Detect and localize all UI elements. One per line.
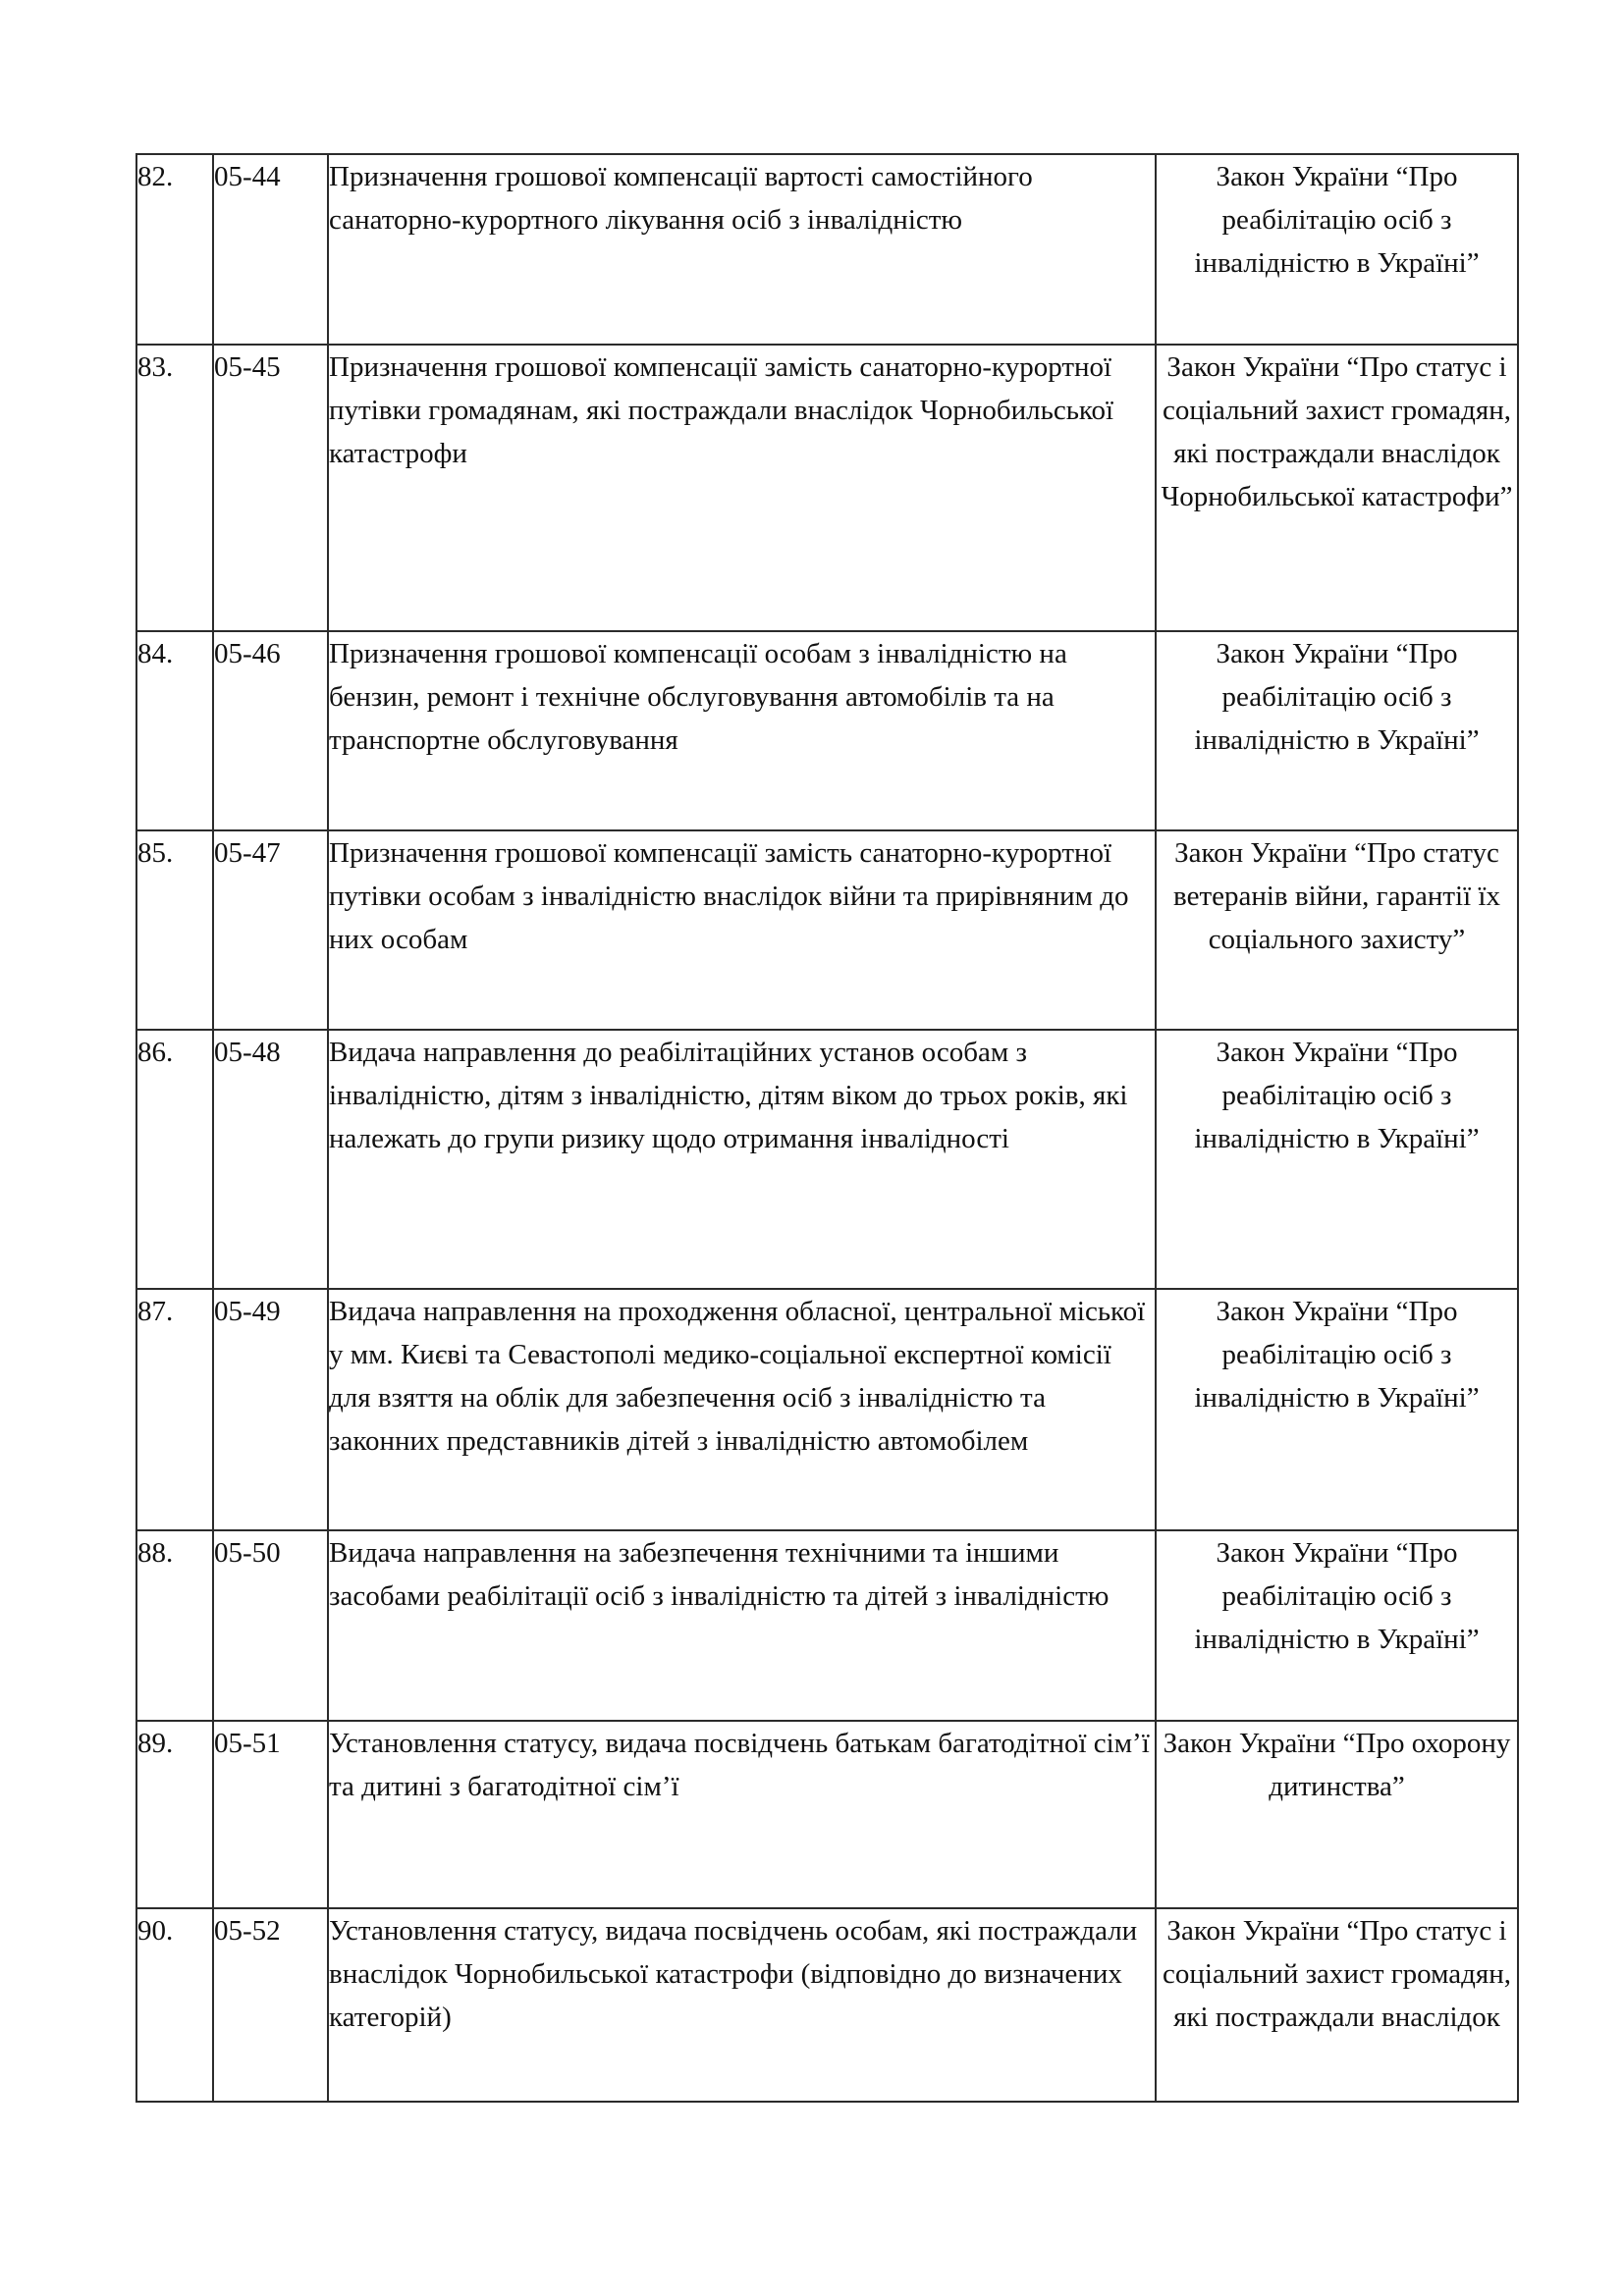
legal-basis (1156, 1530, 1518, 1721)
service-code: 05-44 (213, 154, 328, 345)
legal-basis (1156, 1721, 1518, 1908)
table-row (136, 1721, 1518, 1908)
row-number: 86. (136, 1030, 213, 1289)
legal-basis-text: Закон України “Про статус і соціальний захист громадян, які постраждали внаслідок (1163, 1915, 1511, 2033)
service-name (328, 1030, 1156, 1289)
table-row (136, 830, 1518, 1030)
service-name (328, 154, 1156, 345)
row-number: 85. (136, 830, 213, 1030)
legal-basis-text: Закон України “Про реабілітацію осіб з інвалідністю в Україні” (1194, 1537, 1480, 1655)
row-number: 90. (136, 1908, 213, 2102)
service-name (328, 1289, 1156, 1530)
services-table (135, 153, 1519, 2103)
service-name-text: Видача направлення на забезпечення технічними та іншими засобами реабілітації осіб з інвалідністю та дітей з інвалідністю (329, 1537, 1110, 1612)
row-number: 88. (136, 1530, 213, 1721)
service-name (328, 631, 1156, 830)
table-row (136, 1530, 1518, 1721)
service-name-text: Видача направлення на проходження обласної, центральної міської у мм. Києві та Севастополі медико-соціальної експертної комісії для взяття на облік для забезпечення осіб з інвалідністю та законних представників дітей з інвалідністю автомобілем (329, 1296, 1146, 1457)
service-code: 05-50 (213, 1530, 328, 1721)
service-code: 05-47 (213, 830, 328, 1030)
table-row (136, 1908, 1518, 2102)
service-code: 05-48 (213, 1030, 328, 1289)
service-name (328, 1908, 1156, 2102)
row-number: 84. (136, 631, 213, 830)
service-name-text: Призначення грошової компенсації замість санаторно-курортної путівки громадянам, які постраждали внаслідок Чорнобильської катастрофи (329, 351, 1114, 469)
legal-basis (1156, 1030, 1518, 1289)
legal-basis (1156, 1289, 1518, 1530)
table-row (136, 154, 1518, 345)
legal-basis-text: Закон України “Про реабілітацію осіб з інвалідністю в Україні” (1194, 638, 1480, 756)
legal-basis-text: Закон України “Про статус і соціальний захист громадян, які постраждали внаслідок Чорнобильської катастрофи” (1161, 351, 1513, 512)
service-name (328, 345, 1156, 631)
row-number: 87. (136, 1289, 213, 1530)
legal-basis (1156, 154, 1518, 345)
legal-basis (1156, 345, 1518, 631)
row-number: 82. (136, 154, 213, 345)
legal-basis-text: Закон України “Про статус ветеранів війни, гарантії їх соціального захисту” (1173, 837, 1500, 955)
service-name-text: Призначення грошової компенсації замість санаторно-курортної путівки особам з інвалідністю внаслідок війни та прирівняним до них особам (329, 837, 1129, 955)
service-code: 05-52 (213, 1908, 328, 2102)
table-row (136, 345, 1518, 631)
service-code: 05-45 (213, 345, 328, 631)
legal-basis-text: Закон України “Про реабілітацію осіб з інвалідністю в Україні” (1194, 1037, 1480, 1154)
table-row (136, 1030, 1518, 1289)
service-code: 05-49 (213, 1289, 328, 1530)
service-code: 05-46 (213, 631, 328, 830)
row-number: 89. (136, 1721, 213, 1908)
service-name (328, 1721, 1156, 1908)
service-name-text: Видача направлення до реабілітаційних установ особам з інвалідністю, дітям з інвалідністю, дітям віком до трьох років, які належать до групи ризику щодо отримання інвалідності (329, 1037, 1128, 1154)
row-number: 83. (136, 345, 213, 631)
legal-basis-text: Закон України “Про реабілітацію осіб з інвалідністю в Україні” (1194, 1296, 1480, 1414)
service-name (328, 830, 1156, 1030)
service-code: 05-51 (213, 1721, 328, 1908)
legal-basis (1156, 1908, 1518, 2102)
service-name-text: Призначення грошової компенсації особам з інвалідністю на бензин, ремонт і технічне обслуговування автомобілів та на транспортне обслуговування (329, 638, 1067, 756)
legal-basis (1156, 631, 1518, 830)
table-row (136, 631, 1518, 830)
service-name-text: Призначення грошової компенсації вартості самостійного санаторно-курортного лікування осіб з інвалідністю (329, 161, 1033, 236)
legal-basis-text: Закон України “Про реабілітацію осіб з інвалідністю в Україні” (1194, 161, 1480, 279)
legal-basis (1156, 830, 1518, 1030)
service-name (328, 1530, 1156, 1721)
table-row (136, 1289, 1518, 1530)
service-name-text: Установлення статусу, видача посвідчень особам, які постраждали внаслідок Чорнобильської катастрофи (відповідно до визначених категорій) (329, 1915, 1138, 2033)
legal-basis-text: Закон України “Про охорону дитинства” (1163, 1728, 1511, 1802)
service-name-text: Установлення статусу, видача посвідчень батькам багатодітної сім’ї та дитині з багатодітної сім’ї (329, 1728, 1150, 1802)
